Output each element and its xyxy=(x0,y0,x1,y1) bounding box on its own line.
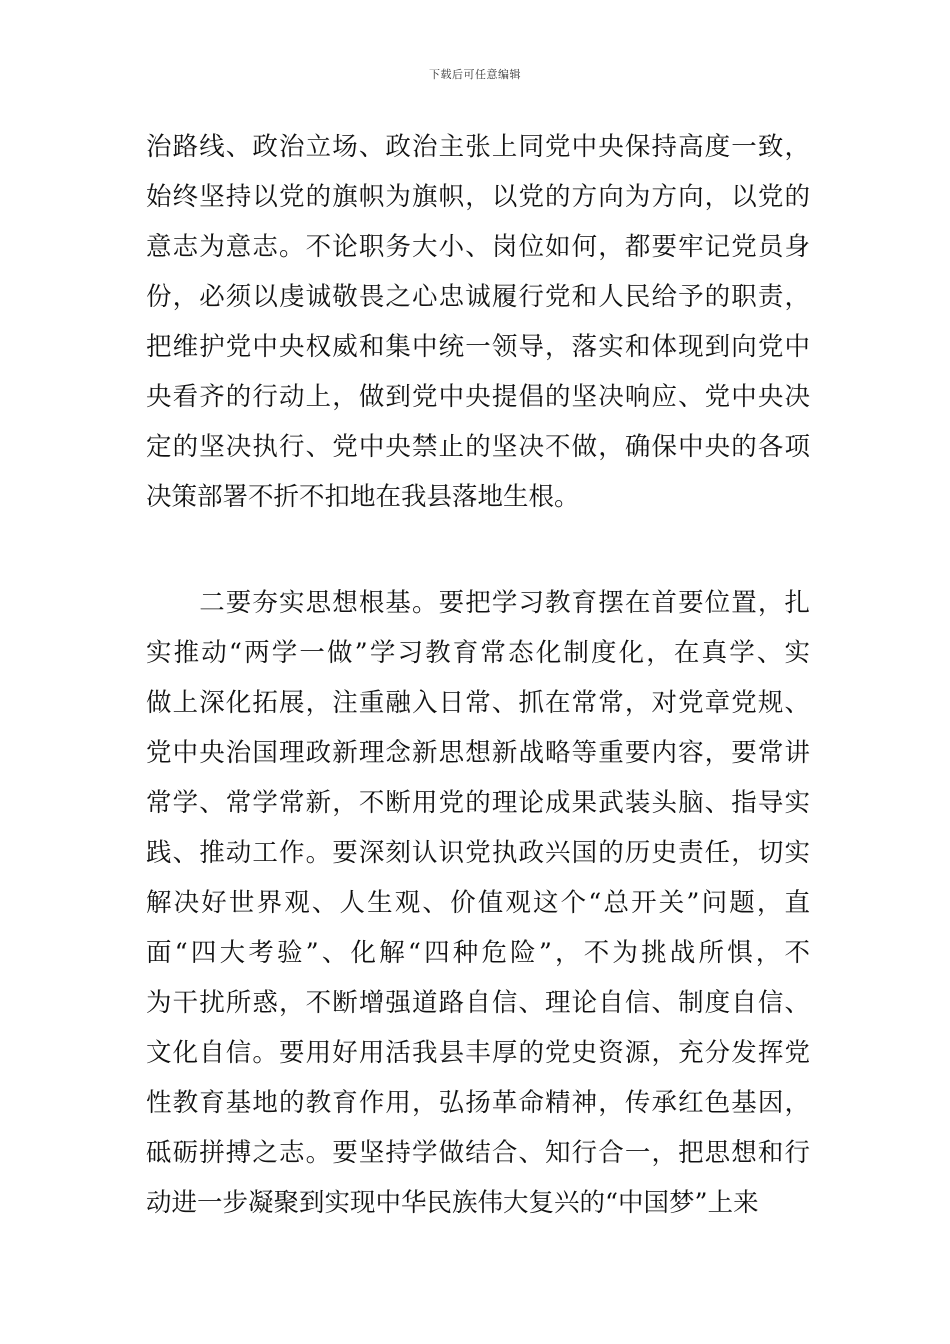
header-note: 下载后可任意编辑 xyxy=(429,68,521,81)
paragraph-1 xyxy=(146,122,810,522)
paragraph-line: 性教育基地的教育作用，弘扬革命精神，传承红色基因， xyxy=(146,1088,810,1118)
paragraph-line: 治路线、政治立场、政治主张上同党中央保持高度一致， xyxy=(146,132,810,162)
paragraph-line: 定的坚决执行、党中央禁止的坚决不做，确保中央的各项 xyxy=(146,432,810,462)
paragraph-line: 践、推动工作。要深刻认识党执政兴国的历史责任，切实 xyxy=(146,838,810,868)
paragraph-line: 为干扰所惑，不断增强道路自信、理论自信、制度自信、 xyxy=(146,988,810,1018)
paragraph-line: 做上深化拓展，注重融入日常、抓在常常，对党章党规、 xyxy=(146,688,810,718)
paragraph-line: 文化自信。要用好用活我县丰厚的党史资源，充分发挥党 xyxy=(146,1038,810,1068)
paragraph-line: 实推动“两学一做”学习教育常态化制度化，在真学、实 xyxy=(146,638,810,668)
paragraph-line: 常学、常学常新，不断用党的理论成果武装头脑、指导实 xyxy=(146,788,810,818)
paragraph-line: 面“四大考验”、化解“四种危险”，不为挑战所惧，不 xyxy=(146,938,810,968)
paragraph-line: 动进一步凝聚到实现中华民族伟大复兴的“中国梦”上来 xyxy=(146,1188,759,1218)
paragraph-line: 意志为意志。不论职务大小、岗位如何，都要牢记党员身 xyxy=(146,232,810,262)
paragraph-line: 决策部署不折不扣地在我县落地生根。 xyxy=(146,482,580,512)
paragraph-2 xyxy=(146,578,810,1228)
paragraph-line: 二要夯实思想根基。要把学习教育摆在首要位置，扎 xyxy=(146,588,810,618)
paragraph-line: 把维护党中央权威和集中统一领导，落实和体现到向党中 xyxy=(146,332,810,362)
paragraph-line: 央看齐的行动上，做到党中央提倡的坚决响应、党中央决 xyxy=(146,382,810,412)
paragraph-line: 始终坚持以党的旗帜为旗帜，以党的方向为方向，以党的 xyxy=(146,182,810,212)
paragraph-line: 砥砺拼搏之志。要坚持学做结合、知行合一，把思想和行 xyxy=(146,1138,810,1168)
paragraph-line: 解决好世界观、人生观、价值观这个“总开关”问题，直 xyxy=(146,888,810,918)
paragraph-line: 份，必须以虔诚敬畏之心忠诚履行党和人民给予的职责， xyxy=(146,282,810,312)
paragraph-line: 党中央治国理政新理念新思想新战略等重要内容，要常讲 xyxy=(146,738,810,768)
